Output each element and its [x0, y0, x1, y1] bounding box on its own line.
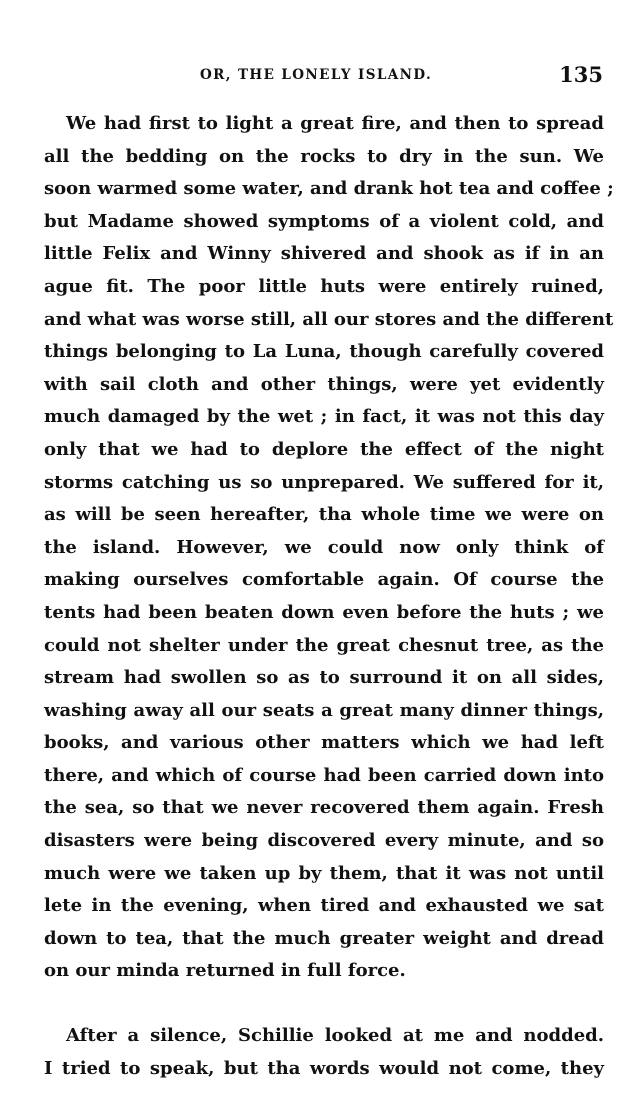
text-line: much damaged by the wet ; in fact, it was not this day	[44, 406, 604, 428]
running-head	[0, 64, 631, 86]
paragraph-gap	[44, 988, 604, 1020]
text-line: We had first to light a great fire, and then to spread	[66, 113, 604, 134]
paragraph-1	[44, 108, 614, 988]
page-number: 135	[559, 62, 603, 87]
text-line: ague fit. The poor little huts were entirely ruined,	[44, 275, 604, 297]
text-line: and what was worse still, all our stores and the different	[44, 308, 614, 330]
text-line: soon warmed some water, and drank hot tea and coffee ;	[44, 178, 614, 200]
text-line: the island. However, we could now only think of	[44, 536, 604, 558]
text-line: I tried to speak, but tha words would not come, they	[44, 1057, 604, 1079]
paragraph-2	[44, 1020, 604, 1085]
text-line: disasters were being discovered every minute, and so	[44, 830, 604, 852]
body-text	[44, 108, 614, 1085]
text-line: but Madame showed symptoms of a violent cold, and	[44, 210, 604, 232]
text-line: little Felix and Winny shivered and shook as if in an	[44, 243, 604, 265]
text-line: storms catching us so unprepared. We suffered for it,	[44, 471, 604, 493]
text-line: down to tea, that the much greater weight and dread	[44, 927, 604, 949]
text-line: all the bedding on the rocks to dry in the sun. We	[44, 145, 604, 167]
text-line: washing away all our seats a great many dinner things,	[44, 699, 604, 721]
text-line: much were we taken up by them, that it was not until	[44, 862, 604, 884]
text-line: only that we had to deplore the effect of the night	[44, 438, 604, 460]
text-line: with sail cloth and other things, were yet evidently	[44, 373, 604, 395]
text-line: lete in the evening, when tired and exhausted we sat	[44, 895, 604, 917]
text-line: the sea, so that we never recovered them again. Fresh	[44, 797, 604, 819]
text-line: there, and which of course had been carried down into	[44, 764, 604, 786]
text-line: making ourselves comfortable again. Of course the	[44, 569, 604, 591]
text-line: things belonging to La Luna, though carefully covered	[44, 341, 604, 363]
text-line: as will be seen hereafter, tha whole time we were on	[44, 504, 604, 526]
text-line: tents had been beaten down even before the huts ; we	[44, 601, 604, 623]
text-line: on our minda returned in full force.	[44, 960, 406, 982]
text-line: After a silence, Schillie looked at me and nodded.	[66, 1025, 604, 1047]
running-title: OR, THE LONELY ISLAND.	[200, 67, 433, 83]
text-line: could not shelter under the great chesnut tree, as the	[44, 634, 604, 656]
text-line: books, and various other matters which we had left	[44, 732, 604, 754]
text-line: stream had swollen so as to surround it on all sides,	[44, 667, 604, 689]
